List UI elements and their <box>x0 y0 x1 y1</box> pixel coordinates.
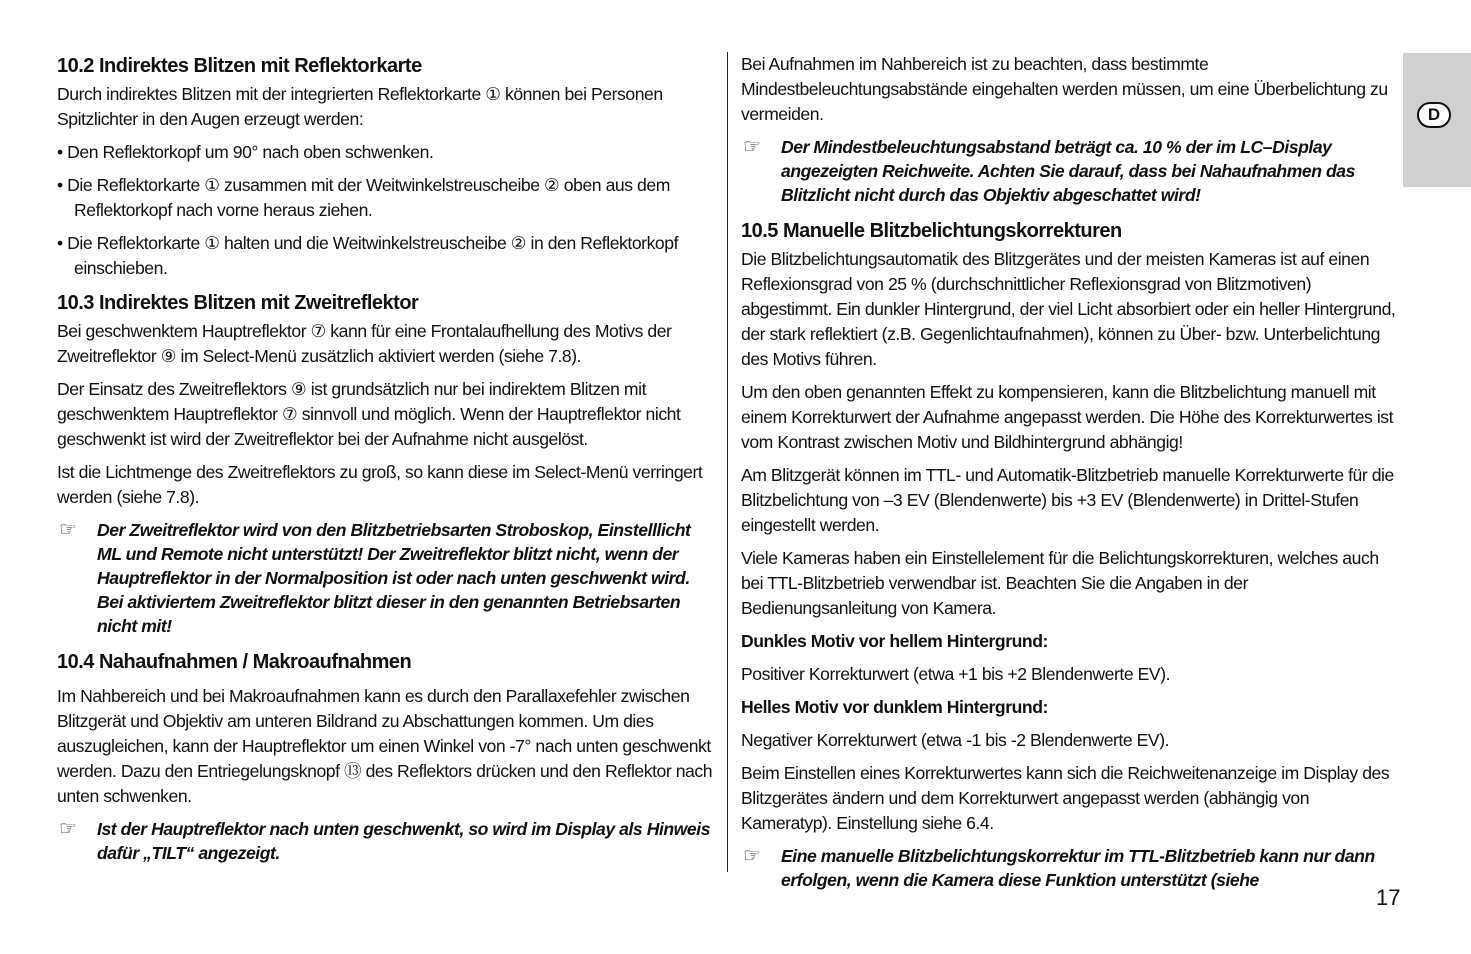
note <box>57 518 717 638</box>
subheading-bright-subject: Helles Motiv vor dunklem Hintergrund: <box>741 697 1048 717</box>
page-number: 17 <box>1376 885 1401 910</box>
note <box>57 817 717 865</box>
note-text: Eine manuelle Blitzbelichtungskorrektur im TTL-Blitzbetrieb kann nur dann erfolgen, wenn die Kamera diese Funktion unterstützt (siehe <box>781 846 1375 890</box>
section-heading-10-4: 10.4 Nahaufnahmen / Makroaufnahmen <box>57 651 412 673</box>
paragraph: Im Nahbereich und bei Makroaufnahmen kann es durch den Parallaxefehler zwischen Blitzgerät und Objektiv am unteren Bildrand zu Abschattungen kommen. Um dies auszugleichen, kann der Hauptreflektor um einen Winkel von -7° nach unten geschwenkt werden. Dazu den Entriegelungsknopf ⑬ des Reflektors drücken und den Reflektor nach unten schwenken. <box>57 686 713 806</box>
section-heading-10-3: 10.3 Indirektes Blitzen mit Zweitreflektor <box>57 292 419 314</box>
section-heading-10-5: 10.5 Manuelle Blitzbelichtungskorrekturen <box>741 220 1122 242</box>
paragraph: Die Blitzbelichtungsautomatik des Blitzgerätes und der meisten Kameras ist auf einen Reflexionsgrad von 25 % (durchschnittlicher Reflexionsgrad von Blitzmotiven) abgestimmt. Ein dunkler Hintergrund, der viel Licht absorbiert oder ein heller Hintergrund, der stark reflektiert (z.B. Gegenlichtaufnahmen), können zu Über- bzw. Unterbelichtung des Motivs führen. <box>741 249 1396 369</box>
bullet-item: • Den Reflektorkopf um 90° nach oben schwenken. <box>57 142 434 162</box>
paragraph: Am Blitzgerät können im TTL- und Automatik-Blitzbetrieb manuelle Korrekturwerte für die Blitzbelichtung von –3 EV (Blendenwerte) bis +3 EV (Blendenwerte) in Drittel-Stufen eingestellt werden. <box>741 465 1394 535</box>
note <box>741 135 1397 207</box>
pointing-hand-icon: ☞ <box>59 519 77 541</box>
pointing-hand-icon: ☞ <box>743 136 761 158</box>
paragraph: Beim Einstellen eines Korrekturwertes kann sich die Reichweitenanzeige im Display des Blitzgerätes ändern und dem Korrekturwert angepasst werden (abhängig von Kameratyp). Einstellung siehe 6.4. <box>741 763 1390 833</box>
paragraph: Durch indirektes Blitzen mit der integrierten Reflektorkarte ① können bei Personen Spitzlichter in den Augen erzeugt werden: <box>57 84 663 129</box>
language-badge: D <box>1417 102 1451 128</box>
note-text: Der Mindestbeleuchtungsabstand beträgt ca. 10 % der im LC–Display angezeigten Reichweite. Achten Sie darauf, dass bei Nahaufnahmen das Blitzlicht nicht durch das Objektiv abgeschattet wird! <box>781 137 1355 205</box>
note <box>741 844 1397 892</box>
paragraph: Positiver Korrekturwert (etwa +1 bis +2 Blendenwerte EV). <box>741 664 1171 684</box>
paragraph: Negativer Korrekturwert (etwa -1 bis -2 Blendenwerte EV). <box>741 730 1170 750</box>
column-divider <box>727 52 728 872</box>
paragraph: Bei Aufnahmen im Nahbereich ist zu beachten, dass bestimmte Mindestbeleuchtungsabstände eingehalten werden müssen, um eine Überbelichtung zu vermeiden. <box>741 54 1388 124</box>
bullet-item: • Die Reflektorkarte ① zusammen mit der Weitwinkelstreuscheibe ② oben aus dem Reflektorkopf nach vorne heraus ziehen. <box>57 175 670 220</box>
right-column <box>741 52 1397 902</box>
pointing-hand-icon: ☞ <box>59 818 77 840</box>
note-text: Der Zweitreflektor wird von den Blitzbetriebsarten Stroboskop, Einstelllicht ML und Remote nicht unterstützt! Der Zweitreflektor blitzt nicht, wenn der Hauptreflektor in der Normalposition ist oder nach unten geschwenkt wird. Bei aktiviertem Zweitreflektor blitzt dieser in den genannten Betriebsarten nicht mit! <box>97 520 691 636</box>
paragraph: Bei geschwenktem Hauptreflektor ⑦ kann für eine Frontalaufhellung des Motivs der Zweitreflektor ⑨ im Select-Menü zusätzlich aktiviert werden (siehe 7.8). <box>57 321 672 366</box>
paragraph: Der Einsatz des Zweitreflektors ⑨ ist grundsätzlich nur bei indirektem Blitzen mit geschwenktem Hauptreflektor ⑦ sinnvoll und möglich. Wenn der Hauptreflektor nicht geschwenkt ist wird der Zweitreflektor bei der Aufnahme nicht ausgelöst. <box>57 379 681 449</box>
bullet-item: • Die Reflektorkarte ① halten und die Weitwinkelstreuscheibe ② in den Reflektorkopf einschieben. <box>57 233 679 278</box>
left-column <box>57 52 717 875</box>
paragraph: Ist die Lichtmenge des Zweitreflektors zu groß, so kann diese im Select-Menü verringert werden (siehe 7.8). <box>57 462 703 507</box>
paragraph: Um den oben genannten Effekt zu kompensieren, kann die Blitzbelichtung manuell mit einem Korrekturwert der Aufnahme angepasst werden. Die Höhe des Korrekturwertes ist vom Kontrast zwischen Motiv und Bildhintergrund abhängig! <box>741 382 1394 452</box>
note-text: Ist der Hauptreflektor nach unten geschwenkt, so wird im Display als Hinweis dafür „TILT“ angezeigt. <box>97 819 711 863</box>
pointing-hand-icon: ☞ <box>743 845 761 867</box>
paragraph: Viele Kameras haben ein Einstellelement für die Belichtungskorrekturen, welches auch bei TTL-Blitzbetrieb verwendbar ist. Beachten Sie die Angaben in der Bedienungsanleitung von Kamera. <box>741 548 1379 618</box>
subheading-dark-subject: Dunkles Motiv vor hellem Hintergrund: <box>741 631 1048 651</box>
section-heading-10-2: 10.2 Indirektes Blitzen mit Reflektorkarte <box>57 55 422 77</box>
